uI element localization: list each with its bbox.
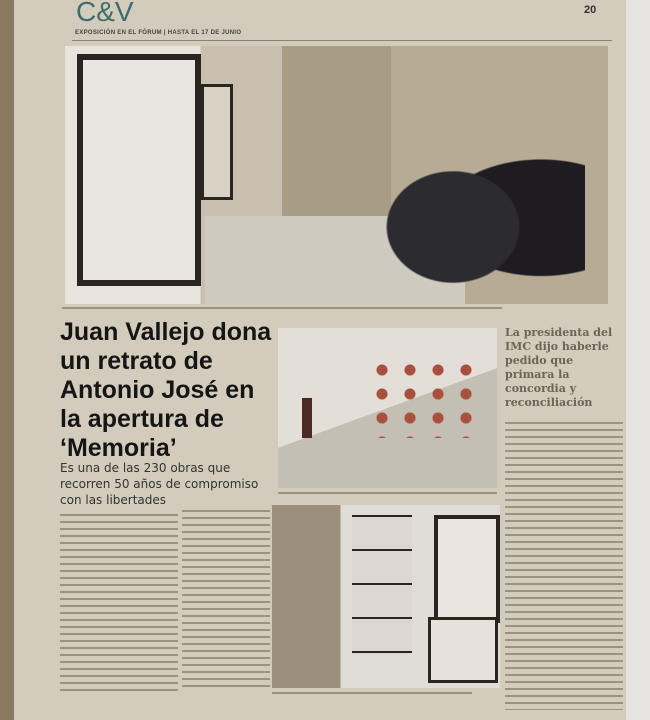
main-photo-caption <box>62 305 502 309</box>
body-column-3 <box>505 420 623 710</box>
divider <box>72 40 612 41</box>
visitors <box>365 116 585 301</box>
wall-artworks <box>368 358 488 438</box>
visitor <box>302 398 312 438</box>
section-brand: C&V <box>76 0 134 27</box>
photo-3-caption <box>272 690 472 694</box>
gallery-photo-2 <box>278 328 497 488</box>
pull-quote: La presidenta del IMC dijo haberle pedido que primara la concordia y reconciliación <box>505 326 613 409</box>
headline: Juan Vallejo dona un retrato de Antonio José en la apertura de ‘Memoria’ <box>60 318 272 462</box>
background-edge <box>626 0 650 720</box>
photo-2-caption <box>278 490 497 494</box>
framed-painting <box>201 84 233 200</box>
body-column-2 <box>182 508 270 692</box>
framed-drawing <box>428 617 498 683</box>
subheadline: Es una de las 230 obras que recorren 50 años de compromiso con las libertades <box>60 461 259 507</box>
gallery-photo-3 <box>272 505 500 688</box>
body-column-1 <box>60 512 178 692</box>
small-frames <box>352 515 412 655</box>
framed-portrait <box>77 54 201 286</box>
page-number: 20 <box>584 4 597 16</box>
main-photo <box>65 46 608 304</box>
framed-portrait-small <box>434 515 500 623</box>
section-label: EXPOSICIÓN EN EL FÓRUM | HASTA EL 17 DE JUNIO <box>75 30 242 36</box>
